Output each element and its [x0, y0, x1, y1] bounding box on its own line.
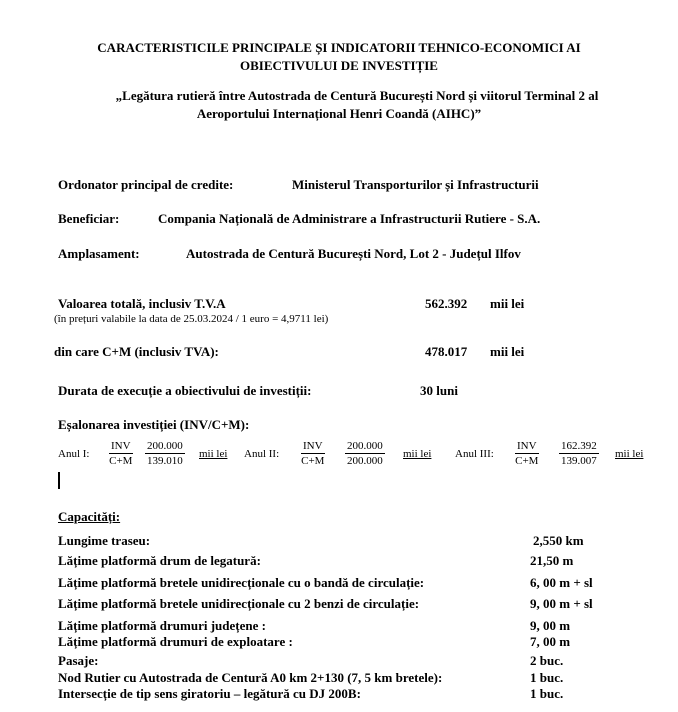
year-2-inv-value: 200.000 — [347, 440, 383, 452]
cap-row-value: 2 buc. — [530, 653, 564, 668]
cm-unit: mii lei — [490, 344, 525, 359]
cap-row-value: 7, 00 m — [530, 634, 571, 649]
beneficiar-label: Beneficiar: — [58, 211, 120, 226]
year-1-unit: mii lei — [199, 448, 228, 460]
cm-value: 478.017 — [425, 344, 468, 359]
cm-label: din care C+M (inclusiv TVA): — [54, 344, 219, 359]
ordonator-value: Ministerul Transporturilor și Infrastructurii — [292, 177, 539, 192]
year-2-names — [301, 440, 325, 468]
beneficiar-value: Compania Națională de Administrare a Infrastructurii Rutiere - S.A. — [158, 211, 541, 226]
subtitle-line-1: „Legătura rutieră între Autostrada de Centură București Nord și viitorul Terminal 2 al — [115, 88, 599, 103]
cap-row-label: Lățime platformă bretele unidirecționale cu o bandă de circulație: — [58, 575, 425, 590]
ordonator-label: Ordonator principal de credite: — [58, 177, 234, 192]
subtitle-line-2: Aeroportului Internațional Henri Coandă (AIHC)” — [196, 106, 482, 121]
year-1-cm-name: C+M — [109, 455, 133, 467]
cap-row-value: 9, 00 m + sl — [530, 596, 593, 611]
title-line-1: CARACTERISTICILE PRINCIPALE ȘI INDICATORII TEHNICO-ECONOMICI AI — [97, 40, 581, 55]
cap-row-label: Lungime traseu: — [58, 533, 151, 548]
year-2-values — [345, 440, 385, 468]
year-2-label: Anul II: — [244, 448, 280, 460]
cap-row-value: 1 buc. — [530, 686, 564, 701]
year-3-cm-name: C+M — [515, 455, 539, 467]
year-1-label: Anul I: — [58, 448, 90, 460]
year-3-names — [515, 440, 539, 468]
cap-row-label: Lățime platformă drumuri județene : — [58, 618, 266, 633]
year-1-inv-name: INV — [111, 440, 131, 452]
year-1-cm-value: 139.010 — [147, 455, 183, 467]
cap-row-label: Lățime platformă drumuri de exploatare : — [58, 634, 293, 649]
amplasament-value: Autostrada de Centură București Nord, Lot 2 - Județul Ilfov — [186, 246, 521, 261]
cap-row-value: 2,550 km — [533, 533, 584, 548]
year-3-cm-value: 139.007 — [561, 455, 597, 467]
cap-row-value: 1 buc. — [530, 670, 564, 685]
year-3-label: Anul III: — [455, 448, 494, 460]
cap-row-label: Nod Rutier cu Autostrada de Centură A0 km 2+130 (7, 5 km bretele): — [58, 670, 443, 685]
year-2-cm-name: C+M — [301, 455, 325, 467]
esalonare-title: Eșalonarea investiției (INV/C+M): — [58, 417, 250, 432]
cap-row-label: Lățime platformă drum de legatură: — [58, 553, 261, 568]
cap-row-value: 21,50 m — [530, 553, 574, 568]
year-1-names — [109, 440, 133, 468]
year-1-values — [145, 440, 185, 468]
capacitati-title: Capacități: — [58, 509, 121, 524]
cap-row-value: 9, 00 m — [530, 618, 571, 633]
total-label: Valoarea totală, inclusiv T.V.A — [58, 296, 226, 311]
year-3-values — [559, 440, 599, 468]
amplasament-label: Amplasament: — [58, 246, 140, 261]
year-1-inv-value: 200.000 — [147, 440, 183, 452]
text-cursor — [58, 472, 60, 489]
title-line-2: OBIECTIVULUI DE INVESTIȚIE — [240, 58, 438, 73]
cap-row-label: Lățime platformă bretele unidirecționale cu 2 benzi de circulație: — [58, 596, 420, 611]
year-2-unit: mii lei — [403, 448, 432, 460]
cap-row-label: Intersecție de tip sens giratoriu – legătură cu DJ 200B: — [58, 686, 361, 701]
durata-label: Durata de execuție a obiectivului de investiții: — [58, 383, 312, 398]
year-3-inv-name: INV — [517, 440, 537, 452]
cap-row-value: 6, 00 m + sl — [530, 575, 593, 590]
total-note: (în prețuri valabile la data de 25.03.2024 / 1 euro = 4,9711 lei) — [54, 313, 329, 325]
year-3-unit: mii lei — [615, 448, 644, 460]
year-2-inv-name: INV — [303, 440, 323, 452]
cap-row-label: Pasaje: — [58, 653, 99, 668]
total-value: 562.392 — [425, 296, 468, 311]
durata-value: 30 luni — [420, 383, 458, 398]
year-2-cm-value: 200.000 — [347, 455, 383, 467]
year-3-inv-value: 162.392 — [561, 440, 597, 452]
total-unit: mii lei — [490, 296, 525, 311]
